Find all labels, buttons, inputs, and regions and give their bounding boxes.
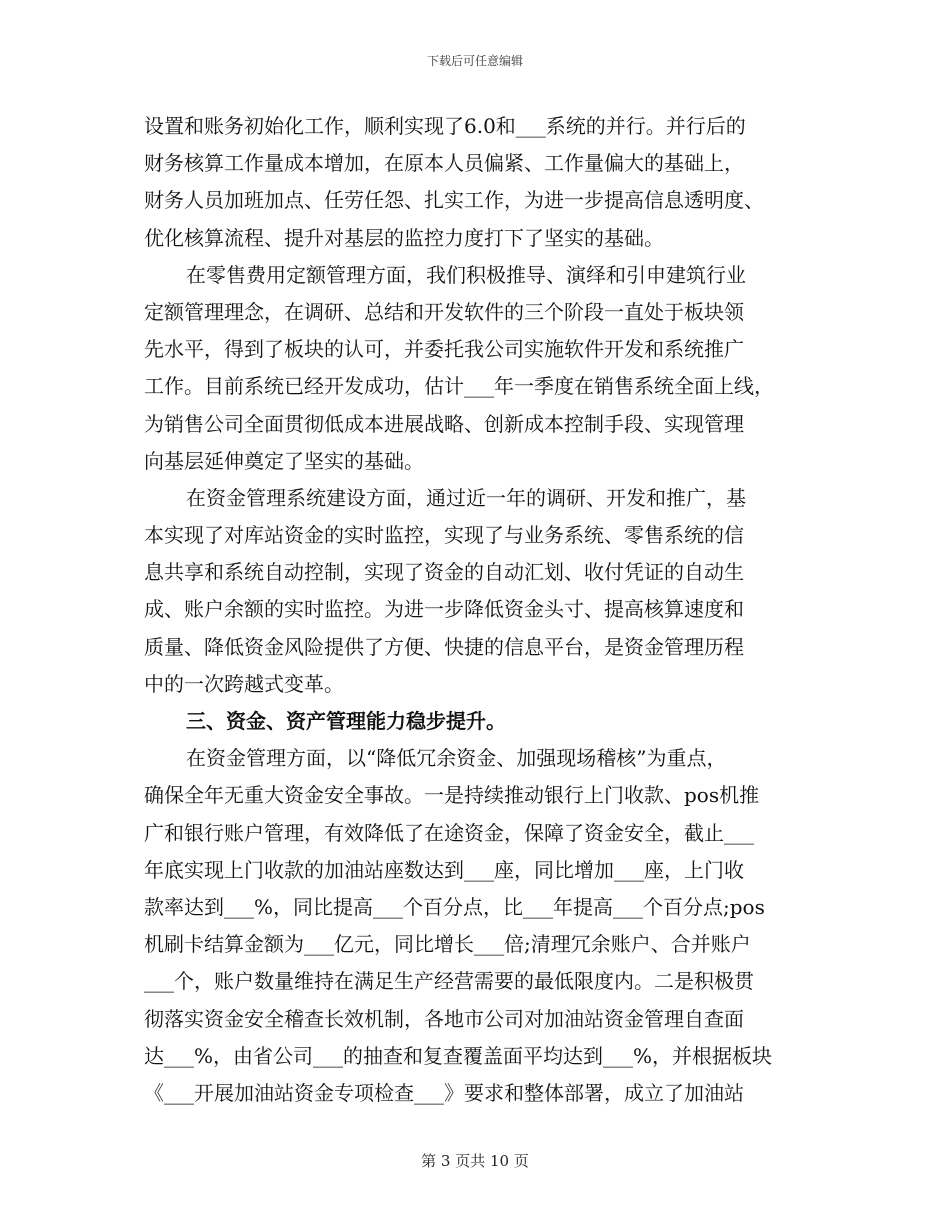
text-line: 为销售公司全面贯彻低成本进展战略、创新成本控制手段、实现管理	[144, 411, 744, 436]
text-line: 彻落实资金安全稽查长效机制，各地市公司对加油站资金管理自查面	[144, 1006, 744, 1031]
text-line: ___个，账户数量维持在满足生产经营需要的最低限度内。二是积极贯	[144, 969, 754, 994]
section-heading: 三、资金、资产管理能力稳步提升。	[186, 709, 506, 733]
document-body	[144, 108, 824, 1112]
paragraph-start-line: 在资金管理系统建设方面，通过近一年的调研、开发和推广，基	[186, 485, 746, 510]
text-line: 优化核算流程、提升对基层的监控力度打下了坚实的基础。	[144, 225, 664, 250]
text-line: 机刷卡结算金额为___亿元，同比增长___倍;清理冗余账户、合并账户	[144, 932, 751, 957]
text-line: 向基层延伸奠定了坚实的基础。	[144, 448, 424, 473]
page-header: 下载后可任意编辑	[426, 54, 523, 68]
text-line: 成、账户余额的实时监控。为进一步降低资金头寸、提高核算速度和	[144, 597, 744, 622]
text-line: 《___开展加油站资金专项检查___》要求和整体部署，成立了加油站	[144, 1080, 744, 1105]
text-line: 确保全年无重大资金安全事故。一是持续推动银行上门收款、pos机推	[144, 783, 760, 808]
text-line: 本实现了对库站资金的实时监控，实现了与业务系统、零售系统的信	[144, 523, 744, 548]
text-line: 定额管理理念，在调研、总结和开发软件的三个阶段一直处于板块领	[144, 299, 744, 324]
text-line: 财务人员加班加点、任劳任怨、扎实工作，为进一步提高信息透明度、	[144, 188, 764, 213]
text-line: 息共享和系统自动控制，实现了资金的自动汇划、收付凭证的自动生	[144, 560, 744, 585]
paragraph-start-line: 在资金管理方面，以“降低冗余资金、加强现场稽核”为重点，	[186, 746, 727, 771]
text-line: 款率达到___%，同比提高___个百分点，比___年提高___个百分点;pos	[144, 894, 765, 919]
text-line: 达___%，由省公司___的抽查和复查覆盖面平均达到___%，并根据板块	[144, 1043, 773, 1068]
page-footer: 第 3 页共 10 页	[421, 1152, 529, 1170]
text-line: 质量、降低资金风险提供了方便、快捷的信息平台，是资金管理历程	[144, 634, 744, 659]
text-line: 工作。目前系统已经开发成功，估计___年一季度在销售系统全面上线，	[144, 374, 774, 399]
text-line: 广和银行账户管理，有效降低了在途资金，保障了资金安全，截止___	[144, 820, 754, 845]
text-line: 财务核算工作量成本增加，在原本人员偏紧、工作量偏大的基础上，	[144, 151, 744, 176]
text-line: 设置和账务初始化工作，顺利实现了6.0和___系统的并行。并行后的	[144, 114, 746, 138]
text-line: 先水平，得到了板块的认可，并委托我公司实施软件开发和系统推广	[144, 337, 744, 362]
text-line: 年底实现上门收款的加油站座数达到___座，同比增加___座，上门收	[144, 857, 744, 882]
text-line: 中的一次跨越式变革。	[144, 671, 344, 696]
paragraph-start-line: 在零售费用定额管理方面，我们积极推导、演绎和引申建筑行业	[186, 262, 746, 287]
